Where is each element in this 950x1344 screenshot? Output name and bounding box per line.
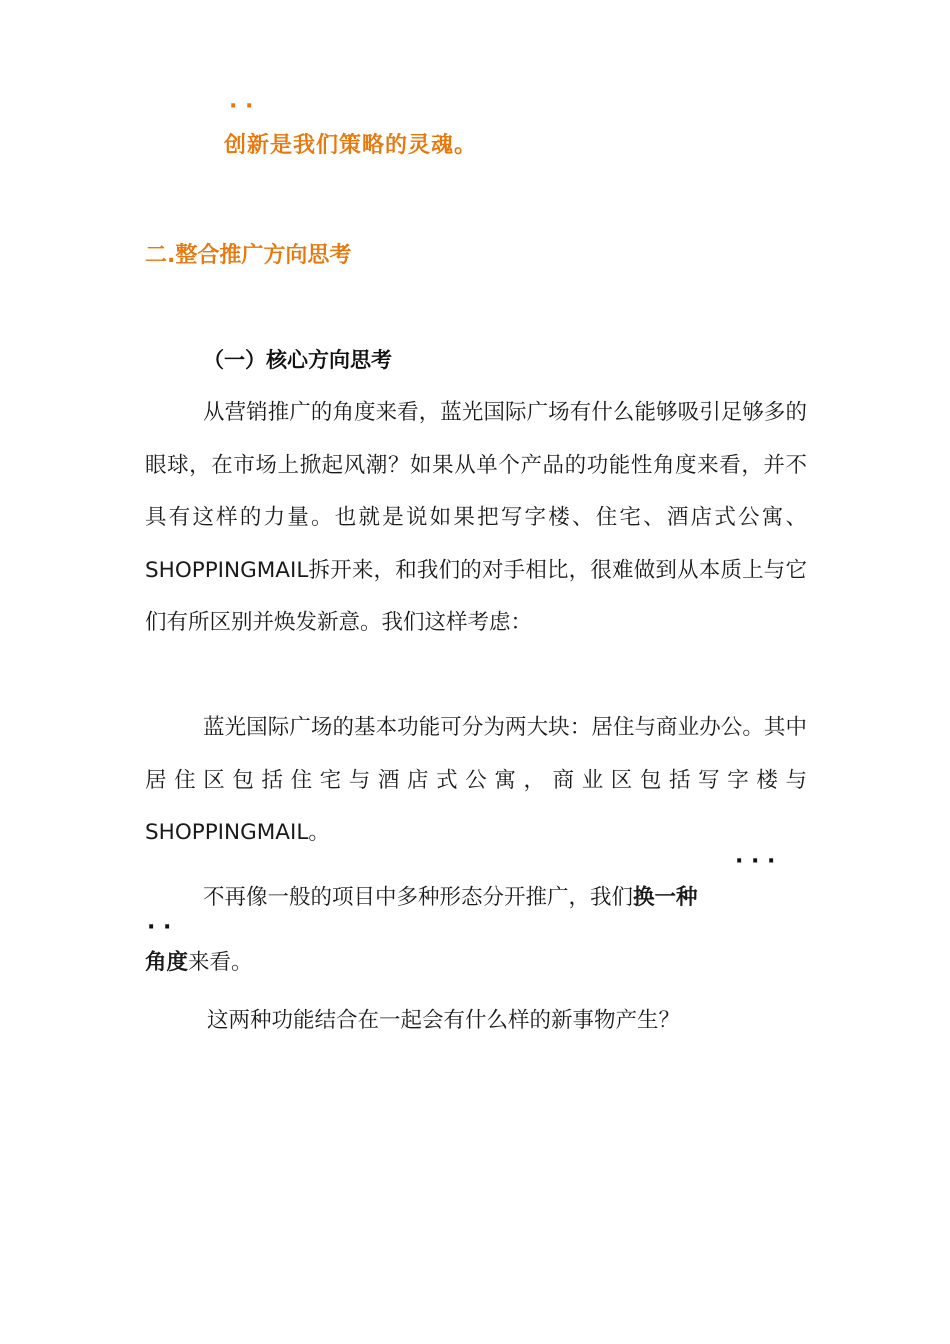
subsection-title: （一）核心方向思考: [203, 348, 392, 372]
paragraph-4: 这两种功能结合在一起会有什么样的新事物产生？: [207, 1008, 681, 1033]
paragraph-1: 从营销推广的角度来看，蓝光国际广场有什么能够吸引足够多的眼球，在市场上掀起风潮？如果从单个产品的功能性角度来看，并不具有这样的力量。也就是说如果把写字楼、住宅、酒店式公寓、SHOPPINGMAIL拆开来，和我们的对手相比，很难做到从本质上与它们有所区别并焕发新意。我们这样考虑：: [145, 400, 807, 636]
paragraph-3-line-1: [203, 880, 698, 911]
paragraph-3-emphasis-2: 角度: [145, 950, 189, 975]
section-title: 二.整合推广方向思考: [145, 243, 352, 268]
paragraph-3-line-2: [145, 945, 253, 976]
paragraph-3-lead: 不再像一般的项目中多种形态分开推广，我们: [203, 885, 634, 910]
motto-emphasis-dots: · ·: [229, 94, 254, 119]
paragraph-3-tail: 来看。: [188, 950, 253, 975]
paragraph-3-emphasis-1: 换一种: [633, 885, 698, 910]
emphasis-dots-2: · ·: [147, 915, 172, 940]
paragraph-2: 蓝光国际广场的基本功能可分为两大块：居住与商业办公。其中居住区包括住宅与酒店式公寓，商业区包括写字楼与SHOPPINGMAIL。: [145, 715, 807, 846]
emphasis-dots-1: · · ·: [735, 849, 776, 874]
motto-text: 创新是我们策略的灵魂。: [224, 133, 478, 158]
